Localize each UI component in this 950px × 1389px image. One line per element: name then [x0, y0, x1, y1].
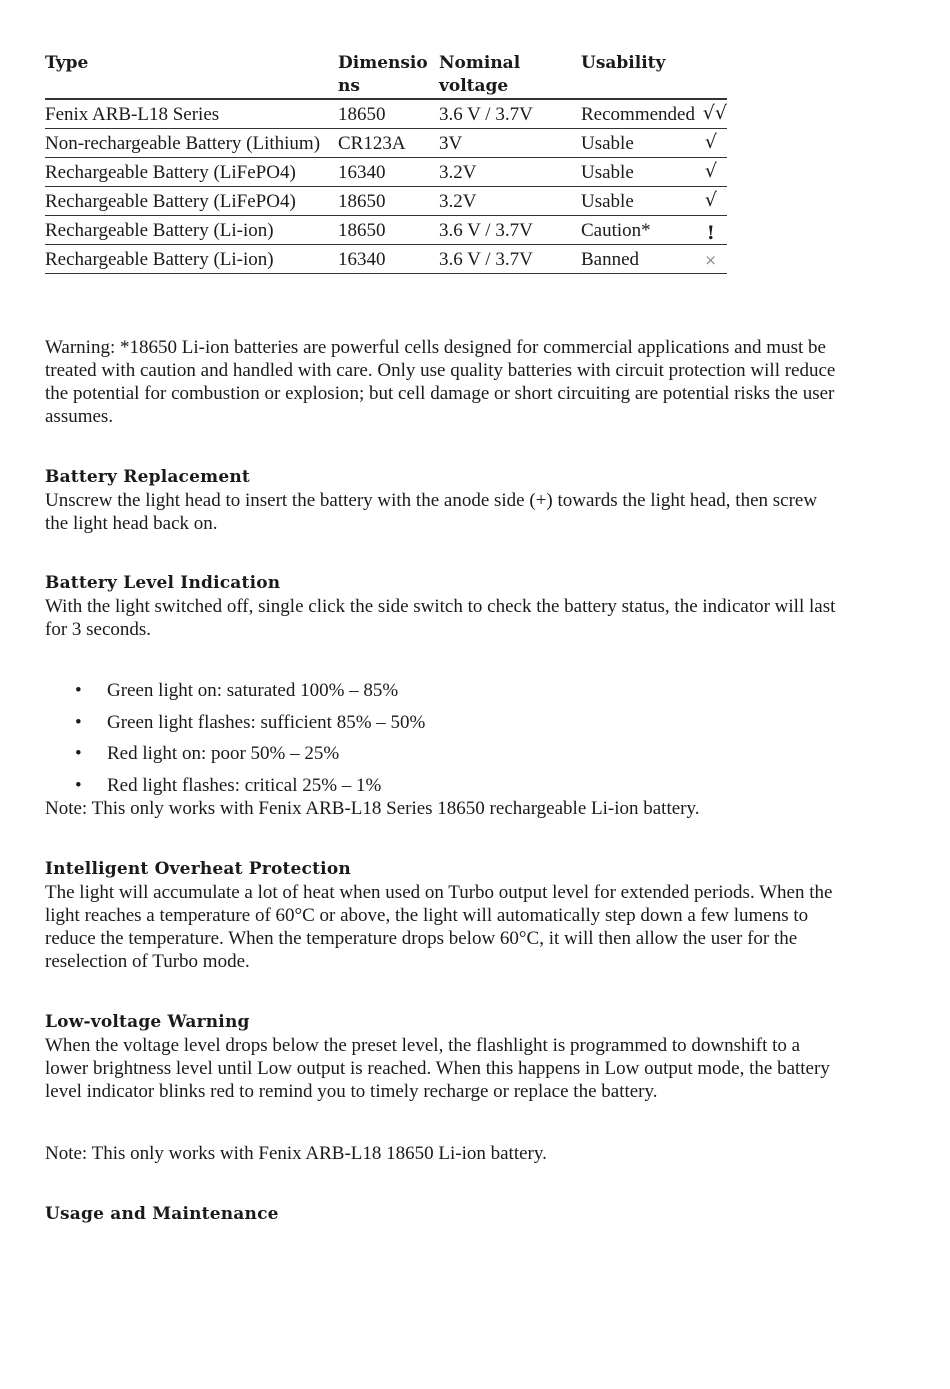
cell-dimensions: 16340 [338, 245, 439, 274]
section-body: When the voltage level drops below the preset level, the flashlight is programmed to downshift to a lower brightness level until Low output is reached. When this happens in Low output mode, the battery level indicator blinks red to remind you to timely recharge or replace the battery. [45, 1034, 830, 1102]
battery-level-note: Note: This only works with Fenix ARB-L18 Series 18650 rechargeable Li-ion battery. [45, 797, 700, 819]
section-body: The light will accumulate a lot of heat when used on Turbo output level for extended periods. When the light reaches a temperature of 60°C or above, the light will automatically step down a few lumens to reduce the temperature. When the temperature drops below 60°C, it will then allow the user for the reselection of Turbo mode. [45, 881, 833, 972]
usability-label: Banned [581, 249, 640, 270]
cell-type: Rechargeable Battery (Li-ion) [45, 216, 338, 245]
list-item [45, 774, 845, 797]
usage-maintenance-section [45, 1203, 845, 1226]
cell-usability [581, 245, 727, 274]
usability-label: Recommended [581, 104, 695, 125]
usability-label: Usable [581, 133, 634, 154]
header-dimensions: Dimensio ns [338, 48, 439, 99]
cell-voltage: 3.6 V / 3.7V [439, 245, 581, 274]
cell-type: Rechargeable Battery (Li-ion) [45, 245, 338, 274]
warning-paragraph: Warning: *18650 Li-ion batteries are powerful cells designed for commercial applications and must be treated with caution and handled with care. Only use quality batteries with circuit protection will reduce the potential for combustion or explosion; but cell damage or short circuiting are potential risks the user assumes. [45, 337, 836, 427]
header-usability: Usability [581, 48, 727, 99]
cell-usability [581, 99, 727, 129]
section-body: With the light switched off, single click the side switch to check the battery status, the indicator will last for 3 seconds. [45, 596, 836, 640]
cell-dimensions: 18650 [338, 99, 439, 129]
section-heading: Battery Replacement [45, 467, 250, 487]
table-row [45, 158, 727, 187]
usability-label: Usable [581, 191, 634, 212]
list-item [45, 679, 845, 702]
header-nominal-voltage: Nominal voltage [439, 48, 581, 99]
battery-level-list [45, 679, 845, 797]
cross-icon: × [704, 251, 717, 269]
section-heading: Battery Level Indication [45, 573, 281, 593]
battery-level-section [45, 572, 845, 820]
document-page [45, 48, 845, 1226]
table-row [45, 187, 727, 216]
usability-label: Caution* [581, 220, 651, 241]
cell-type: Rechargeable Battery (LiFePO4) [45, 187, 338, 216]
list-item-text: Red light flashes: critical 25% – 1% [107, 774, 382, 796]
list-item-text: Red light on: poor 50% – 25% [107, 743, 340, 764]
list-item [45, 742, 845, 765]
cell-usability [581, 129, 727, 158]
cell-type: Non-rechargeable Battery (Lithium) [45, 129, 338, 158]
cell-type: Rechargeable Battery (LiFePO4) [45, 158, 338, 187]
cell-voltage: 3V [439, 129, 581, 158]
section-body: Unscrew the light head to insert the battery with the anode side (+) towards the light head, then screw the light head back on. [45, 490, 818, 534]
cell-usability [581, 158, 727, 187]
battery-compatibility-table [45, 48, 727, 274]
cell-dimensions: 18650 [338, 187, 439, 216]
cell-voltage: 3.6 V / 3.7V [439, 216, 581, 245]
list-item [45, 711, 845, 734]
list-item-text: Green light on: saturated 100% – 85% [107, 680, 399, 701]
usability-label: Usable [581, 162, 634, 183]
header-type: Type [45, 48, 338, 99]
section-heading: Usage and Maintenance [45, 1203, 279, 1224]
section-heading: Intelligent Overheat Protection [45, 858, 351, 879]
check-icon: √ [704, 189, 717, 211]
table-row [45, 216, 727, 245]
cell-dimensions: 18650 [338, 216, 439, 245]
bullet-icon: • [75, 711, 82, 733]
cell-type: Fenix ARB-L18 Series [45, 99, 338, 129]
table-row [45, 99, 727, 129]
table-header-row [45, 48, 727, 99]
cell-voltage: 3.6 V / 3.7V [439, 99, 581, 129]
exclamation-icon: ! [706, 222, 715, 244]
check-icon: √ [704, 131, 717, 153]
overheat-protection-section [45, 858, 845, 973]
cell-usability [581, 216, 727, 245]
cell-dimensions: CR123A [338, 129, 439, 158]
table-row [45, 245, 727, 274]
table-row [45, 129, 727, 158]
cell-voltage: 3.2V [439, 158, 581, 187]
cell-voltage: 3.2V [439, 187, 581, 216]
low-voltage-note: Note: This only works with Fenix ARB-L18 18650 Li-ion battery. [45, 1142, 547, 1164]
cell-dimensions: 16340 [338, 158, 439, 187]
cell-usability [581, 187, 727, 216]
bullet-icon: • [75, 774, 82, 796]
low-voltage-section [45, 1011, 845, 1165]
section-heading: Low-voltage Warning [45, 1011, 250, 1032]
battery-replacement-section [45, 466, 845, 535]
check-icon: √ [704, 160, 717, 182]
bullet-icon: • [75, 743, 82, 764]
double-check-icon: √√ [702, 102, 727, 124]
bullet-icon: • [75, 680, 82, 701]
list-item-text: Green light flashes: sufficient 85% – 50% [107, 711, 426, 733]
